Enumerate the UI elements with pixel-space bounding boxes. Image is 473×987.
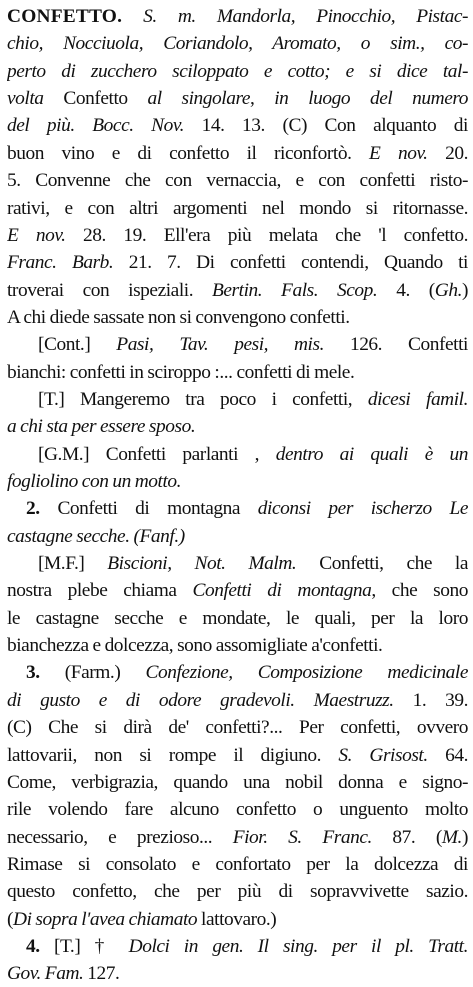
italic-text: Dolci in gen. Il sing. per il pl. Tratt.	[128, 935, 468, 957]
entry-line	[38, 441, 468, 468]
italic-text: E nov.	[7, 224, 66, 246]
italic-text: dicesi famil.	[367, 388, 468, 410]
entry-line	[7, 906, 468, 933]
italic-text: E nov.	[369, 142, 428, 164]
entry-line	[7, 605, 468, 632]
entry-line	[7, 687, 468, 714]
entry-line	[7, 195, 468, 222]
text-run: necessario, e prezioso...	[7, 826, 233, 848]
text-run: 28. 19. Ell'era più melata che 'l confetto.	[65, 224, 468, 246]
entry-line	[7, 878, 468, 905]
entry-line	[7, 140, 468, 167]
text-run: )	[461, 279, 468, 301]
italic-text: Gh.	[434, 279, 462, 301]
italic-text: Bertin. Fals. Scop.	[212, 279, 378, 301]
entry-line	[7, 3, 468, 30]
text-run: rile volendo fare alcuno confetto o unguento molto	[7, 799, 468, 821]
italic-text: Confetti di montagna	[192, 580, 372, 602]
text-run: bianchi: confetti in sciroppo :... confetti di mele.	[7, 361, 355, 383]
sense-number: 3.	[26, 662, 65, 684]
italic-text: Di sopra l'avea chiamato	[13, 908, 198, 930]
entry-line	[7, 742, 468, 769]
italic-text: Pasi, Tav. pesi, mis.	[116, 334, 324, 356]
text-run: (Farm.)	[64, 662, 146, 684]
entry-line	[7, 577, 468, 604]
entry-line	[38, 550, 468, 577]
text-run: 127.	[83, 963, 120, 985]
entry-line	[38, 386, 468, 413]
text-run: 1. 39.	[393, 689, 468, 711]
text-run: rativi, e con altri argomenti nel mondo si ritornasse.	[7, 197, 468, 219]
text-run: Confetto	[43, 88, 148, 110]
text-run: 87. (	[371, 826, 442, 848]
entry-line	[7, 796, 468, 823]
text-run: 126. Confetti	[323, 334, 468, 356]
text-run: lattovaro.)	[197, 908, 277, 930]
text-run: le castagne secche e mondate, le quali, per la loro	[7, 607, 468, 629]
italic-text: Confezione, Composizione medicinale	[145, 662, 468, 684]
text-run: Rimase si consolato e confortato per la dolcezza di	[7, 853, 468, 875]
text-run: questo confetto, che per più di sopravvivette sazio.	[7, 881, 468, 903]
text-run: 64.	[427, 744, 468, 766]
entry-line	[7, 714, 468, 741]
italic-text: di gusto e di odore gradevoli. Maestruzz.	[7, 689, 394, 711]
text-run: [T.] †	[53, 935, 129, 957]
sense-number: 2.	[26, 498, 58, 520]
text-run: (C) Che si dirà de' confetti?... Per confetti, ovvero	[7, 717, 468, 739]
text-run: 4. (	[377, 279, 435, 301]
text-run: , che sono	[371, 580, 468, 602]
entry-line	[7, 851, 468, 878]
entry-line	[7, 112, 468, 139]
text-run: [G.M.] Confetti parlanti ,	[38, 443, 276, 465]
text-run: 20.	[427, 142, 468, 164]
text-run: 5. Convenne che con vernaccia, e con confetti risto-	[7, 170, 468, 192]
entry-line	[7, 277, 468, 304]
headword: CONFETTO.	[7, 6, 123, 27]
italic-text: volta	[7, 88, 44, 110]
entry-line	[7, 824, 468, 851]
entry-line	[26, 933, 468, 960]
entry-line	[7, 249, 468, 276]
entry-line	[7, 58, 468, 85]
text-run: buon vino e di confetto il riconfortò.	[7, 142, 370, 164]
text-run: lattovarii, non si rompe il digiuno.	[7, 744, 339, 766]
italic-text: diconsi per ischerzo Le	[257, 498, 468, 520]
entry-line	[7, 85, 468, 112]
entry-line	[7, 523, 468, 550]
entry-line	[7, 632, 468, 659]
text-run: [M.F.]	[38, 553, 108, 574]
text-run: 14. 13. (C) Con alquanto di	[184, 115, 468, 137]
italic-text: S. Grisost.	[338, 744, 428, 766]
italic-text: Franc. Barb.	[7, 252, 114, 274]
entry-line	[7, 222, 468, 249]
italic-text: chio, Nocciuola, Coriandolo, Aromato, o sim., co-	[7, 33, 468, 55]
sense-number: 4.	[26, 935, 54, 957]
italic-text: in luogo del numero	[274, 88, 468, 110]
text-run: nostra plebe chiama	[7, 580, 193, 602]
text-run: Come, verbigrazia, quando una nobil donna e signo-	[7, 771, 468, 793]
text-run: bianchezza e dolcezza, sono assomigliate a'confetti.	[7, 635, 383, 657]
italic-text: a chi sta per essere sposo.	[7, 416, 196, 438]
entry-line	[26, 495, 468, 522]
text-run: Confetti di montagna	[57, 498, 258, 520]
entry-line	[26, 659, 468, 686]
entry-line	[7, 359, 468, 386]
entry-line	[7, 167, 468, 194]
entry-line	[7, 30, 468, 57]
text-run: Confetti, che la	[296, 553, 468, 574]
entry-line	[7, 304, 468, 331]
text-run: ,	[249, 88, 275, 110]
italic-text: Gov. Fam.	[7, 963, 84, 985]
entry-line	[7, 960, 468, 987]
text-run: )	[461, 826, 468, 848]
italic-text: del più. Bocc. Nov.	[7, 115, 185, 137]
text-run: (	[7, 908, 14, 930]
text-run: troverai con ispeziali.	[7, 279, 212, 301]
text-run: [Cont.]	[38, 334, 117, 356]
italic-text: dentro ai quali è un	[275, 443, 468, 465]
text-run: A chi diede sassate non si convengono confetti.	[7, 306, 350, 328]
entry-line	[38, 331, 468, 358]
italic-text: fogliolino con un motto.	[7, 471, 182, 492]
italic-text: perto di zucchero sciloppato e cotto; e si dice tal-	[7, 60, 468, 82]
italic-text: al singolare	[147, 88, 250, 110]
italic-text: castagne secche. (Fanf.)	[7, 525, 185, 547]
text-run: 21. 7. Di confetti contendi, Quando ti	[113, 252, 468, 274]
italic-text: Fior. S. Franc.	[232, 826, 372, 848]
italic-text: Biscioni, Not. Malm.	[107, 553, 297, 574]
entry-line	[7, 413, 468, 440]
italic-text: M.	[441, 826, 462, 848]
entry-line	[7, 769, 468, 796]
italic-text: S. m. Mandorla, Pinocchio, Pistac-	[122, 6, 468, 27]
entry-line	[7, 468, 468, 495]
text-run: [T.] Mangeremo tra poco i confetti,	[38, 388, 368, 410]
